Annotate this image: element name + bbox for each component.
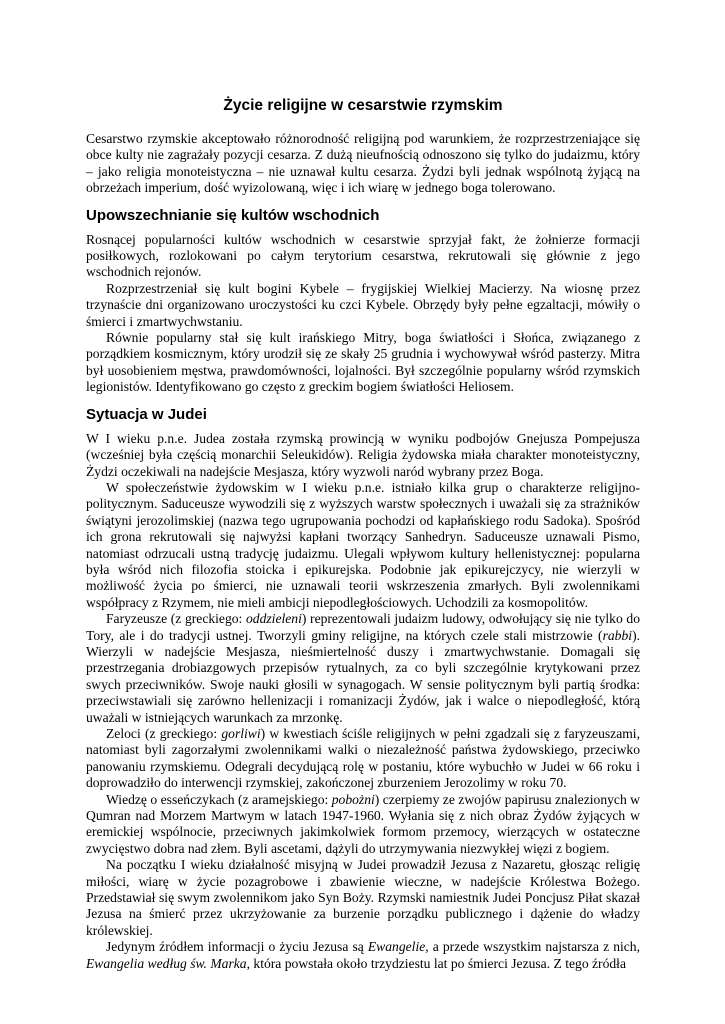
text-run: Wiedzę o esseńczykach (z aramejskiego: (106, 791, 332, 807)
paragraph: W społeczeństwie żydowskim w I wieku p.n.e. istniało kilka grup o charakterze religijno-politycznym. Saduceusze wywodzili się z wyższych warstw społecznych i uważali się za strażników świątyni jerozolimskiej (nazwa tego ugrupowania pochodzi od kapłańskiego rodu Sadoka). Spośród ich grona rekrutowali się najwyżsi kapłani tworzący Sanhedryn. Saduceusze uznawali Pismo, natomiast odrzucali ustną tradycję judaizmu. Ulegali wpływom kultury hellenistycznej: popularna była wśród nich filozofia stoicka i epikurejska. Podobnie jak epikurejczycy, nie wierzyli w możliwość życia po śmierci, nie uznawali teorii wskrzeszenia zmarłych. Byli zwolennikami współpracy z Rzymem, nie mieli ambicji niepodległościowych. Uchodzili za kosmopolitów. (86, 479, 640, 610)
text-run: , która powstała około trzydziestu lat po śmierci Jezusa. Z tego źródła (246, 955, 626, 971)
text-run: Zeloci (z greckiego: (106, 726, 222, 741)
paragraph: Na początku I wieku działalność misyjną w Judei prowadził Jezusa z Nazaretu, głosząc religię miłości, wiarę w życie pozagrobowe i zbawienie wieczne, w nadejście Królestwa Bożego. Przedstawiał się swym zwolennikom jako Syn Boży. Rzymski namiestnik Judei Poncjusz Piłat skazał Jezusa na śmierć przez ukrzyżowanie za burzenie porządku publicznego i dążenie do władzy królewskiej. (86, 857, 640, 938)
paragraph-gospels (86, 939, 640, 972)
section-heading-eastern-cults: Upowszechnianie się kultów wschodnich (86, 206, 380, 224)
document-page (86, 96, 640, 972)
text-run: ) czerpiemy ze zwojów papirusu znalezionych w Qumran nad Morzem Martwym w latach 1947-1960. Wyłania się z nich obraz Żydów żyjących w eremickiej wspólnocie, przeciwnych jakimkolwiek formom przemocy, wierzących w ostateczne zwycięstwo dobra nad złem. Byli ascetami, dążyli do utrzymywania niezwykłej więzi z bogiem. (86, 791, 641, 856)
italic-term: Ewangelie (367, 939, 426, 955)
paragraph: Rosnącej popularności kultów wschodnich w cesarstwie sprzyjał fakt, że żołnierze formacji posiłkowych, rozlokowani po całym terytorium cesarstwa, rekrutowali się głównie z jego wschodnich rejonów. (86, 231, 640, 280)
text-run: ). Wierzyli w nadejście Mesjasza, nieśmiertelność duszy i zmartwychwstanie. Domagali się przestrzegania drobiazgowych przepisów rytualnych, za co byli szczególnie krytykowani przez swych przeciwników. Swoje nauki głosili w synagogach. W sensie politycznym byli partią środka: przeciwstawiali się zarówno hellenizacji i romanizacji Żydów, jak i walce o niepodległość, którą uważali w istniejących warunkach za mrzonkę. (86, 627, 640, 725)
paragraph-zealots (86, 726, 640, 792)
paragraph-essenes (86, 792, 640, 858)
page-title: Życie religijne w cesarstwie rzymskim (223, 97, 503, 114)
text-run: ) w kwestiach ściśle religijnych w pełni zgadzali się z faryzeuszami, natomiast byli zagorzałymi zwolennikami walki o niezależność państwa żydowskiego, przeciwko panowaniu rzymskiemu. Odegrali decydującą rolę w postaniu, które wybuchło w Judei w 66 roku i doprowadziło do interwencji rzymskiej, zakończonej zburzeniem Jerozolimy w roku 70. (86, 726, 640, 791)
intro-paragraph: Cesarstwo rzymskie akceptowało różnorodność religijną pod warunkiem, że rozprzestrzeniające się obce kulty nie zagrażały pozycji cesarza. Z dużą nieufnością odnoszono się tylko do judaizmu, który – jako religia monoteistyczna – nie uznawał kultu cesarza. Żydzi byli jednak wspólnotą żyjącą na obrzeżach imperium, dość wyizolowaną, więc i ich wiarę w jednego boga tolerowano. (86, 131, 640, 196)
italic-term: rabbi (602, 627, 633, 643)
italic-term: oddzieleni (245, 611, 302, 627)
paragraph: W I wieku p.n.e. Judea została rzymską prowincją w wyniku podbojów Gnejusza Pompejusza (wcześniej była częścią monarchii Seleukidów). Religia żydowska miała charakter monoteistyczny, Żydzi oczekiwali na nadejście Mesjasza, który wyzwoli naród wybrany przez Boga. (86, 430, 640, 479)
italic-term: Ewangelia według św. Marka (86, 955, 247, 971)
section-heading-judea: Sytuacja w Judei (86, 405, 207, 423)
paragraph-pharisees (86, 611, 640, 726)
italic-term: gorliwi (221, 726, 261, 741)
paragraph: Rozprzestrzeniał się kult bogini Kybele – frygijskiej Wielkiej Macierzy. Na wiosnę przez trzynaście dni organizowano uroczystości ku czci Kybele. Obrzędy były pełne egzaltacji, mówiły o śmierci i zmartwychwstaniu. (86, 280, 640, 329)
italic-term: pobożni (331, 791, 375, 807)
paragraph: Równie popularny stał się kult irańskiego Mitry, boga światłości i Słońca, związanego z porządkiem kosmicznym, który urodził się ze skały 25 grudnia i wychowywał wśród pasterzy. Mitra był uosobieniem męstwa, prawdomówności, lojalności. Był szczególnie popularny wśród rzymskich legionistów. Identyfikowano go często z greckim bogiem światłości Heliosem. (86, 330, 640, 395)
text-run: ) reprezentowali judaizm ludowy, odwołujący się nie tylko do Tory, ale i do tradycji ustnej. Tworzyli gminy religijne, na których czele stali mistrzowie ( (86, 611, 640, 643)
text-run: Faryzeusze (z greckiego: (106, 611, 246, 627)
text-run: Jedynym źródłem informacji o życiu Jezusa są (106, 939, 368, 955)
text-run: , a przede wszystkim najstarsza z nich, (425, 939, 640, 955)
